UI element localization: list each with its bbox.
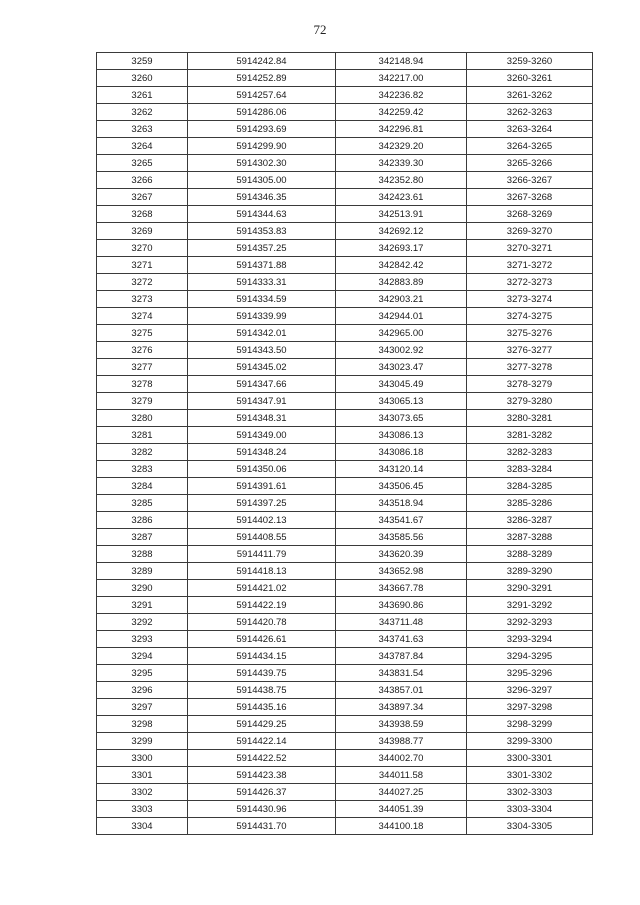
x-coordinate-cell: 5914357.25 bbox=[188, 240, 336, 257]
point-number-cell: 3270 bbox=[97, 240, 188, 257]
x-coordinate-cell: 5914345.02 bbox=[188, 359, 336, 376]
segment-cell: 3303-3304 bbox=[467, 801, 593, 818]
y-coordinate-cell: 342423.61 bbox=[336, 189, 467, 206]
segment-cell: 3277-3278 bbox=[467, 359, 593, 376]
table-row bbox=[97, 104, 593, 121]
y-coordinate-cell: 343690.86 bbox=[336, 597, 467, 614]
coordinates-table-body bbox=[97, 53, 593, 835]
x-coordinate-cell: 5914348.24 bbox=[188, 444, 336, 461]
x-coordinate-cell: 5914371.88 bbox=[188, 257, 336, 274]
segment-cell: 3275-3276 bbox=[467, 325, 593, 342]
y-coordinate-cell: 343938.59 bbox=[336, 716, 467, 733]
x-coordinate-cell: 5914257.64 bbox=[188, 87, 336, 104]
x-coordinate-cell: 5914347.91 bbox=[188, 393, 336, 410]
y-coordinate-cell: 343711.48 bbox=[336, 614, 467, 631]
x-coordinate-cell: 5914344.63 bbox=[188, 206, 336, 223]
point-number-cell: 3290 bbox=[97, 580, 188, 597]
table-row bbox=[97, 784, 593, 801]
y-coordinate-cell: 342903.21 bbox=[336, 291, 467, 308]
point-number-cell: 3269 bbox=[97, 223, 188, 240]
point-number-cell: 3282 bbox=[97, 444, 188, 461]
table-row bbox=[97, 631, 593, 648]
table-row bbox=[97, 597, 593, 614]
y-coordinate-cell: 342236.82 bbox=[336, 87, 467, 104]
y-coordinate-cell: 343541.67 bbox=[336, 512, 467, 529]
table-row bbox=[97, 359, 593, 376]
table-row bbox=[97, 291, 593, 308]
x-coordinate-cell: 5914350.06 bbox=[188, 461, 336, 478]
point-number-cell: 3304 bbox=[97, 818, 188, 835]
y-coordinate-cell: 343652.98 bbox=[336, 563, 467, 580]
segment-cell: 3297-3298 bbox=[467, 699, 593, 716]
point-number-cell: 3301 bbox=[97, 767, 188, 784]
segment-cell: 3304-3305 bbox=[467, 818, 593, 835]
segment-cell: 3276-3277 bbox=[467, 342, 593, 359]
segment-cell: 3283-3284 bbox=[467, 461, 593, 478]
segment-cell: 3281-3282 bbox=[467, 427, 593, 444]
x-coordinate-cell: 5914347.66 bbox=[188, 376, 336, 393]
point-number-cell: 3285 bbox=[97, 495, 188, 512]
segment-cell: 3289-3290 bbox=[467, 563, 593, 580]
y-coordinate-cell: 342944.01 bbox=[336, 308, 467, 325]
y-coordinate-cell: 343988.77 bbox=[336, 733, 467, 750]
x-coordinate-cell: 5914286.06 bbox=[188, 104, 336, 121]
y-coordinate-cell: 343086.18 bbox=[336, 444, 467, 461]
segment-cell: 3280-3281 bbox=[467, 410, 593, 427]
table-row bbox=[97, 563, 593, 580]
point-number-cell: 3265 bbox=[97, 155, 188, 172]
segment-cell: 3273-3274 bbox=[467, 291, 593, 308]
point-number-cell: 3289 bbox=[97, 563, 188, 580]
segment-cell: 3284-3285 bbox=[467, 478, 593, 495]
x-coordinate-cell: 5914397.25 bbox=[188, 495, 336, 512]
segment-cell: 3299-3300 bbox=[467, 733, 593, 750]
y-coordinate-cell: 342217.00 bbox=[336, 70, 467, 87]
x-coordinate-cell: 5914423.38 bbox=[188, 767, 336, 784]
table-row bbox=[97, 393, 593, 410]
point-number-cell: 3271 bbox=[97, 257, 188, 274]
segment-cell: 3294-3295 bbox=[467, 648, 593, 665]
x-coordinate-cell: 5914422.14 bbox=[188, 733, 336, 750]
segment-cell: 3301-3302 bbox=[467, 767, 593, 784]
segment-cell: 3272-3273 bbox=[467, 274, 593, 291]
table-row bbox=[97, 410, 593, 427]
y-coordinate-cell: 343073.65 bbox=[336, 410, 467, 427]
point-number-cell: 3287 bbox=[97, 529, 188, 546]
x-coordinate-cell: 5914302.30 bbox=[188, 155, 336, 172]
x-coordinate-cell: 5914439.75 bbox=[188, 665, 336, 682]
y-coordinate-cell: 342339.30 bbox=[336, 155, 467, 172]
y-coordinate-cell: 343831.54 bbox=[336, 665, 467, 682]
segment-cell: 3296-3297 bbox=[467, 682, 593, 699]
x-coordinate-cell: 5914434.15 bbox=[188, 648, 336, 665]
x-coordinate-cell: 5914339.99 bbox=[188, 308, 336, 325]
segment-cell: 3266-3267 bbox=[467, 172, 593, 189]
table-row bbox=[97, 546, 593, 563]
point-number-cell: 3261 bbox=[97, 87, 188, 104]
point-number-cell: 3298 bbox=[97, 716, 188, 733]
table-row bbox=[97, 240, 593, 257]
segment-cell: 3295-3296 bbox=[467, 665, 593, 682]
point-number-cell: 3273 bbox=[97, 291, 188, 308]
x-coordinate-cell: 5914431.70 bbox=[188, 818, 336, 835]
table-row bbox=[97, 342, 593, 359]
y-coordinate-cell: 342965.00 bbox=[336, 325, 467, 342]
y-coordinate-cell: 344011.58 bbox=[336, 767, 467, 784]
y-coordinate-cell: 342259.42 bbox=[336, 104, 467, 121]
table-row bbox=[97, 733, 593, 750]
x-coordinate-cell: 5914426.61 bbox=[188, 631, 336, 648]
segment-cell: 3282-3283 bbox=[467, 444, 593, 461]
y-coordinate-cell: 342842.42 bbox=[336, 257, 467, 274]
segment-cell: 3278-3279 bbox=[467, 376, 593, 393]
x-coordinate-cell: 5914435.16 bbox=[188, 699, 336, 716]
point-number-cell: 3292 bbox=[97, 614, 188, 631]
segment-cell: 3293-3294 bbox=[467, 631, 593, 648]
segment-cell: 3264-3265 bbox=[467, 138, 593, 155]
y-coordinate-cell: 344002.70 bbox=[336, 750, 467, 767]
x-coordinate-cell: 5914242.84 bbox=[188, 53, 336, 70]
page-number: 72 bbox=[313, 22, 327, 37]
y-coordinate-cell: 343518.94 bbox=[336, 495, 467, 512]
y-coordinate-cell: 343585.56 bbox=[336, 529, 467, 546]
point-number-cell: 3297 bbox=[97, 699, 188, 716]
table-row bbox=[97, 87, 593, 104]
point-number-cell: 3299 bbox=[97, 733, 188, 750]
y-coordinate-cell: 343787.84 bbox=[336, 648, 467, 665]
x-coordinate-cell: 5914252.89 bbox=[188, 70, 336, 87]
y-coordinate-cell: 344100.18 bbox=[336, 818, 467, 835]
table-row bbox=[97, 580, 593, 597]
x-coordinate-cell: 5914305.00 bbox=[188, 172, 336, 189]
x-coordinate-cell: 5914333.31 bbox=[188, 274, 336, 291]
table-row bbox=[97, 274, 593, 291]
x-coordinate-cell: 5914420.78 bbox=[188, 614, 336, 631]
y-coordinate-cell: 342296.81 bbox=[336, 121, 467, 138]
segment-cell: 3302-3303 bbox=[467, 784, 593, 801]
point-number-cell: 3275 bbox=[97, 325, 188, 342]
x-coordinate-cell: 5914430.96 bbox=[188, 801, 336, 818]
x-coordinate-cell: 5914334.59 bbox=[188, 291, 336, 308]
x-coordinate-cell: 5914348.31 bbox=[188, 410, 336, 427]
segment-cell: 3260-3261 bbox=[467, 70, 593, 87]
table-row bbox=[97, 376, 593, 393]
x-coordinate-cell: 5914408.55 bbox=[188, 529, 336, 546]
segment-cell: 3292-3293 bbox=[467, 614, 593, 631]
table-row bbox=[97, 138, 593, 155]
coordinates-table bbox=[96, 52, 593, 835]
table-row bbox=[97, 206, 593, 223]
table-row bbox=[97, 155, 593, 172]
point-number-cell: 3296 bbox=[97, 682, 188, 699]
point-number-cell: 3260 bbox=[97, 70, 188, 87]
x-coordinate-cell: 5914426.37 bbox=[188, 784, 336, 801]
table-row bbox=[97, 189, 593, 206]
segment-cell: 3279-3280 bbox=[467, 393, 593, 410]
x-coordinate-cell: 5914418.13 bbox=[188, 563, 336, 580]
y-coordinate-cell: 344051.39 bbox=[336, 801, 467, 818]
point-number-cell: 3268 bbox=[97, 206, 188, 223]
segment-cell: 3267-3268 bbox=[467, 189, 593, 206]
point-number-cell: 3293 bbox=[97, 631, 188, 648]
point-number-cell: 3295 bbox=[97, 665, 188, 682]
table-row bbox=[97, 665, 593, 682]
x-coordinate-cell: 5914343.50 bbox=[188, 342, 336, 359]
y-coordinate-cell: 343857.01 bbox=[336, 682, 467, 699]
table-row bbox=[97, 750, 593, 767]
table-row bbox=[97, 223, 593, 240]
table-row bbox=[97, 444, 593, 461]
y-coordinate-cell: 343667.78 bbox=[336, 580, 467, 597]
segment-cell: 3286-3287 bbox=[467, 512, 593, 529]
point-number-cell: 3286 bbox=[97, 512, 188, 529]
point-number-cell: 3276 bbox=[97, 342, 188, 359]
x-coordinate-cell: 5914349.00 bbox=[188, 427, 336, 444]
point-number-cell: 3302 bbox=[97, 784, 188, 801]
y-coordinate-cell: 343897.34 bbox=[336, 699, 467, 716]
table-row bbox=[97, 614, 593, 631]
segment-cell: 3288-3289 bbox=[467, 546, 593, 563]
table-row bbox=[97, 308, 593, 325]
point-number-cell: 3288 bbox=[97, 546, 188, 563]
y-coordinate-cell: 343065.13 bbox=[336, 393, 467, 410]
x-coordinate-cell: 5914299.90 bbox=[188, 138, 336, 155]
segment-cell: 3270-3271 bbox=[467, 240, 593, 257]
table-row bbox=[97, 512, 593, 529]
x-coordinate-cell: 5914411.79 bbox=[188, 546, 336, 563]
segment-cell: 3269-3270 bbox=[467, 223, 593, 240]
segment-cell: 3263-3264 bbox=[467, 121, 593, 138]
segment-cell: 3287-3288 bbox=[467, 529, 593, 546]
x-coordinate-cell: 5914391.61 bbox=[188, 478, 336, 495]
point-number-cell: 3259 bbox=[97, 53, 188, 70]
y-coordinate-cell: 342513.91 bbox=[336, 206, 467, 223]
table-row bbox=[97, 716, 593, 733]
table-row bbox=[97, 529, 593, 546]
point-number-cell: 3262 bbox=[97, 104, 188, 121]
x-coordinate-cell: 5914422.19 bbox=[188, 597, 336, 614]
table-row bbox=[97, 53, 593, 70]
y-coordinate-cell: 342693.17 bbox=[336, 240, 467, 257]
segment-cell: 3300-3301 bbox=[467, 750, 593, 767]
point-number-cell: 3274 bbox=[97, 308, 188, 325]
x-coordinate-cell: 5914342.01 bbox=[188, 325, 336, 342]
y-coordinate-cell: 343120.14 bbox=[336, 461, 467, 478]
segment-cell: 3298-3299 bbox=[467, 716, 593, 733]
segment-cell: 3262-3263 bbox=[467, 104, 593, 121]
x-coordinate-cell: 5914438.75 bbox=[188, 682, 336, 699]
x-coordinate-cell: 5914402.13 bbox=[188, 512, 336, 529]
table-row bbox=[97, 699, 593, 716]
segment-cell: 3285-3286 bbox=[467, 495, 593, 512]
y-coordinate-cell: 342148.94 bbox=[336, 53, 467, 70]
x-coordinate-cell: 5914353.83 bbox=[188, 223, 336, 240]
table-row bbox=[97, 172, 593, 189]
x-coordinate-cell: 5914422.52 bbox=[188, 750, 336, 767]
y-coordinate-cell: 343045.49 bbox=[336, 376, 467, 393]
point-number-cell: 3278 bbox=[97, 376, 188, 393]
point-number-cell: 3263 bbox=[97, 121, 188, 138]
table-row bbox=[97, 257, 593, 274]
y-coordinate-cell: 343023.47 bbox=[336, 359, 467, 376]
segment-cell: 3268-3269 bbox=[467, 206, 593, 223]
y-coordinate-cell: 344027.25 bbox=[336, 784, 467, 801]
y-coordinate-cell: 343002.92 bbox=[336, 342, 467, 359]
point-number-cell: 3267 bbox=[97, 189, 188, 206]
table-row bbox=[97, 818, 593, 835]
table-row bbox=[97, 767, 593, 784]
y-coordinate-cell: 343741.63 bbox=[336, 631, 467, 648]
segment-cell: 3274-3275 bbox=[467, 308, 593, 325]
y-coordinate-cell: 343086.13 bbox=[336, 427, 467, 444]
point-number-cell: 3279 bbox=[97, 393, 188, 410]
table-row bbox=[97, 121, 593, 138]
point-number-cell: 3272 bbox=[97, 274, 188, 291]
y-coordinate-cell: 342692.12 bbox=[336, 223, 467, 240]
point-number-cell: 3277 bbox=[97, 359, 188, 376]
segment-cell: 3290-3291 bbox=[467, 580, 593, 597]
point-number-cell: 3264 bbox=[97, 138, 188, 155]
y-coordinate-cell: 342352.80 bbox=[336, 172, 467, 189]
point-number-cell: 3284 bbox=[97, 478, 188, 495]
point-number-cell: 3283 bbox=[97, 461, 188, 478]
point-number-cell: 3266 bbox=[97, 172, 188, 189]
point-number-cell: 3280 bbox=[97, 410, 188, 427]
x-coordinate-cell: 5914421.02 bbox=[188, 580, 336, 597]
y-coordinate-cell: 343506.45 bbox=[336, 478, 467, 495]
y-coordinate-cell: 342329.20 bbox=[336, 138, 467, 155]
point-number-cell: 3303 bbox=[97, 801, 188, 818]
table-row bbox=[97, 325, 593, 342]
table-row bbox=[97, 648, 593, 665]
segment-cell: 3291-3292 bbox=[467, 597, 593, 614]
segment-cell: 3261-3262 bbox=[467, 87, 593, 104]
point-number-cell: 3291 bbox=[97, 597, 188, 614]
x-coordinate-cell: 5914429.25 bbox=[188, 716, 336, 733]
y-coordinate-cell: 342883.89 bbox=[336, 274, 467, 291]
table-row bbox=[97, 478, 593, 495]
point-number-cell: 3300 bbox=[97, 750, 188, 767]
y-coordinate-cell: 343620.39 bbox=[336, 546, 467, 563]
table-row bbox=[97, 461, 593, 478]
segment-cell: 3271-3272 bbox=[467, 257, 593, 274]
table-row bbox=[97, 495, 593, 512]
table-row bbox=[97, 801, 593, 818]
table-row bbox=[97, 70, 593, 87]
table-row bbox=[97, 682, 593, 699]
x-coordinate-cell: 5914293.69 bbox=[188, 121, 336, 138]
segment-cell: 3259-3260 bbox=[467, 53, 593, 70]
point-number-cell: 3294 bbox=[97, 648, 188, 665]
segment-cell: 3265-3266 bbox=[467, 155, 593, 172]
point-number-cell: 3281 bbox=[97, 427, 188, 444]
x-coordinate-cell: 5914346.35 bbox=[188, 189, 336, 206]
table-row bbox=[97, 427, 593, 444]
